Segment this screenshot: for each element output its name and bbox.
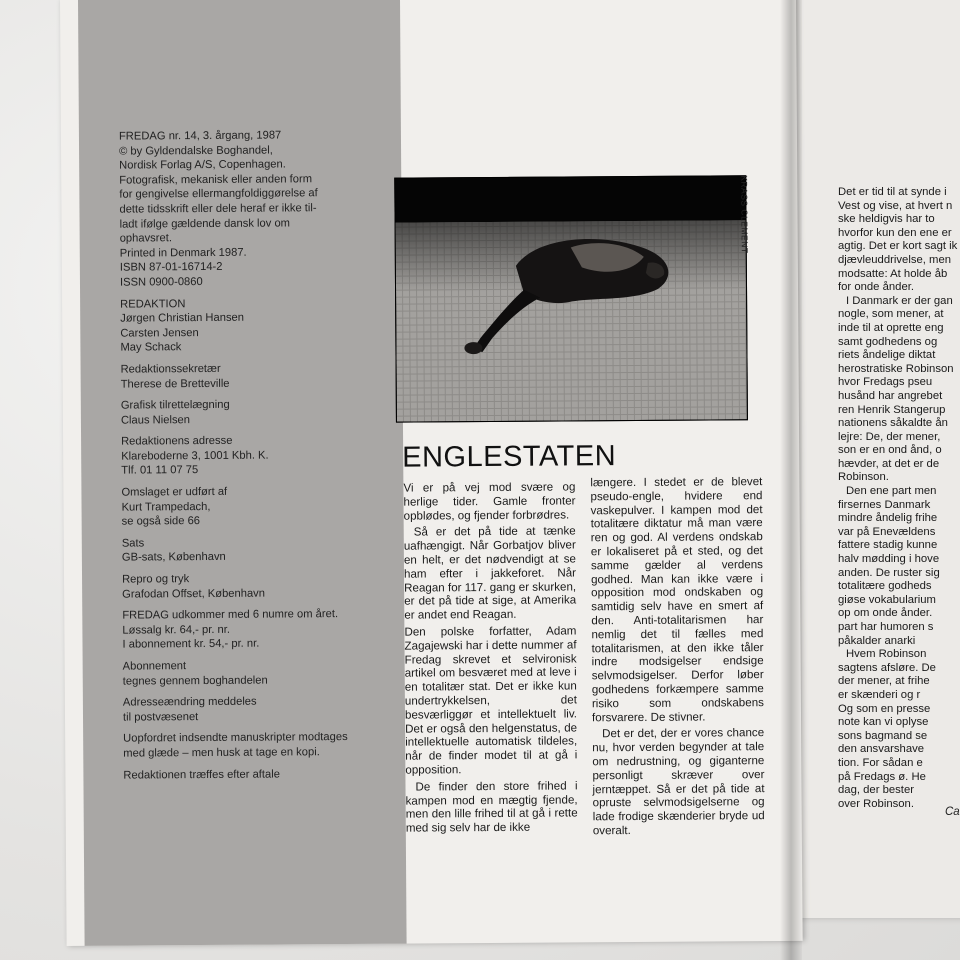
right-page-line: samt godhedens og [838,335,938,348]
colophon-line: for gengivelse ellermangfoldiggørelse af [119,187,318,201]
redaktion-heading: REDAKTION [120,297,186,311]
article-title: ENGLESTATEN [402,440,617,474]
colophon-line: © by Gyldendalske Boghandel, [119,144,273,158]
colophon-line: Fotografisk, mekanisk eller anden form [119,173,313,187]
right-page-line: inde til at oprette eng [838,321,944,334]
subscription-price: I abonnement kr. 54,- pr. nr. [122,638,260,651]
typesetting-heading: Sats [121,537,145,550]
article-photo [394,175,748,422]
cover-artist: Kurt Trampedach, [121,500,211,514]
right-page-line: den ansvarshave [838,743,925,756]
right-page-line: tion. For sådan e [838,756,923,769]
cover-block [121,484,396,530]
redaktion-block [120,295,395,355]
frequency-block [122,607,397,653]
right-page-line: fattere stadig kunne [838,539,938,552]
cover-heading: Omslaget er udført af [121,485,228,499]
editor-name: May Schack [120,341,182,354]
right-page-line: djævleuddrivelse, men [838,253,952,266]
right-page-line: var på Enevældens [838,525,936,538]
address-change-line: til postvæsenet [122,710,199,724]
right-page-line: Robinson. [838,471,889,484]
article-column-2 [590,475,765,841]
right-page-line: halv mødding i hove [838,553,940,566]
paragraph: Så er det på tide at tænke uafhængigt. Når Gorbatjov bliver en helt, er det nødvendigt at se ham efter i jakkeforet. Når Reagan for 117. gang er skurken, er det på tide at sige, at Amerika er andet end Reagan. [403,524,577,622]
paragraph: længere. I stedet er de blevet pseudo-engle, hvidere end vaskepulver. I kampen mod det totalitære diktatur må man være ren og god. Al verdens ondskab er lokaliseret på et sted, og det samme gælder al verdens godhed. Man kan ikke være i opposition mod ondskaben og samtidig selv have en smert af den. Anti-totalitarismen har nemlig det til fælles med totalitarismen, at den ikke tåler indre modsigelser endsige selvmodsigelser. Derfor løber godhedens forkæmpere samme risiko som ondskabens forsvarere. De stivner. [590,475,764,724]
manuscript-note: Uopfordret indsendte manuskripter modtages med glæde – men husk at tage en kopi. [123,731,348,760]
address-change-line: Adresseændring meddeles [122,695,257,709]
right-page-line: hævder, at det er de [838,457,940,470]
address-block [121,433,396,479]
right-page-line: totalitære godheds [838,580,932,593]
right-page-line: riets åndelige diktat [838,349,936,362]
colophon-line: Printed in Denmark 1987. [119,246,247,260]
right-page-line: sons bagmand se [838,729,928,742]
right-page-line: er skænderi og r [838,688,921,701]
right-page-line: op om onde ånder. [838,607,933,620]
colophon-line: FREDAG nr. 14, 3. årgang, 1987 [118,129,282,143]
address-heading: Redaktionens adresse [121,435,233,448]
secretary-heading: Redaktionssekretær [120,362,221,376]
subscription-info: tegnes gennem boghandelen [122,674,268,688]
right-page-line: husånd har angrebet [838,389,943,402]
right-page-line: son er en ond ånd, o [838,444,942,457]
paragraph: Den polske forfatter, Adam Zagajewski har i dette nummer af Fredag skrevet et selvironisk artikel om besværet med at leve i en totalitær stat. Det er ikke kun undertrykkelsen, det besværliggør et intellektuelt liv. Det er også den helgenstatus, de intellektuelle automatisk tildeles, når de finder modet til at gå i opposition. [404,624,578,777]
right-page-line: nationens såkaldte ån [838,417,948,430]
right-page-line: for onde ånder. [838,281,915,294]
photo-credit: KRASS CLEMENT [739,175,750,254]
typesetting-block [122,535,397,566]
paragraph: Vi er på vej mod svære og herlige tider. Gamle fronter opblødes, og fjender forbrødres. [403,480,576,523]
subscription-block [123,658,398,689]
right-page-line: ren Henrik Stangerup [838,403,946,416]
print-name: Grafodan Offset, København [122,587,266,601]
graphic-design-block [121,397,396,428]
graphic-name: Claus Nielsen [120,413,191,427]
single-price: Løssalg kr. 64,- pr. nr. [122,623,231,637]
subscription-heading: Abonnement [122,660,187,673]
right-page-line: giøse vokabularium [838,593,936,606]
editor-name: Jørgen Christian Hansen [120,311,245,325]
right-page-line: modsatte: At holde åb [838,267,948,280]
right-page-line: herostratiske Robinson [838,362,954,375]
right-page-line: Den ene part men [846,485,937,498]
right-page-line: part har humoren s [838,621,934,633]
photo-image [395,176,747,421]
cover-see-page: se også side 66 [121,515,201,528]
right-page-line: agtig. Det er kort sagt ik [838,240,958,253]
signature: Ca [945,806,960,818]
colophon-line: dette tidsskrift eller dele heraf er ikke til- [119,202,317,216]
print-block [122,571,397,602]
right-page-line: firsernes Danmark [838,498,931,511]
contact-note: Redaktionen træffes efter aftale [123,768,280,782]
right-page-line: lejre: De, der mener, [838,430,941,443]
right-page-line: anden. De ruster sig [838,566,940,579]
address-phone: Tlf. 01 11 07 75 [121,464,199,478]
secretary-block [121,361,396,392]
address-street: Klareboderne 3, 1001 Kbh. K. [121,449,269,463]
article-column-1 [403,480,577,838]
colophon-block [119,128,395,290]
address-change-block [123,694,398,725]
left-page [60,0,803,946]
secretary-name: Therese de Bretteville [120,377,230,391]
right-page-line: sagtens afslørе. De [838,661,936,674]
right-page-line: I Danmark er der gan [846,294,953,307]
right-page-line: nogle, som mener, at [838,308,944,321]
paragraph: Det er det, der er vores chance nu, hvor verden begynder at tale om nedrustning, og giganterne personligt skræver over jerntæppet. Så er det på tide at opruste selvmodsigelserne og lade frodige skænderier bryde ud overalt. [592,726,765,838]
colophon-line: ISSN 0900-0860 [119,275,203,289]
right-page-text [838,186,960,811]
print-heading: Repro og tryk [122,573,190,586]
right-page-line: ske heldigvis har to [838,213,935,226]
right-page-line: hvor Fredags pseu [838,376,933,389]
right-page-line: mindre åndelig frihe [838,512,938,525]
right-page-line: Hvem Robinson [846,648,927,661]
typesetting-name: GB-sats, København [121,551,226,565]
right-page-line: dag, der bester [838,784,914,797]
right-page-line: der mener, at frihe [838,675,930,688]
colophon-line: Nordisk Forlag A/S, Copenhagen. [119,158,286,172]
right-page-line: påkalder anarki [838,634,916,647]
right-page-line: Og som en presse [838,702,931,715]
right-page-line: hvorfor kun den ene er [838,226,952,239]
colophon-line: ladt ifølge gældende dansk lov om [119,216,291,231]
right-page-line: Det er tid til at synde i [838,186,947,198]
colophon-line: ophavsret. [119,232,172,245]
paragraph: De finder den store frihed i kampen mod en mægtig fjende, men den lille frihed til at gå i rette med sig selv har de ikke [405,779,578,835]
frequency-line: FREDAG udkommer med 6 numre om året. [122,608,339,622]
page-gutter [780,0,802,960]
graphic-heading: Grafisk tilrettelægning [120,398,230,412]
right-page-line: over Robinson. [838,797,914,810]
right-page-line: Vest og vise, at hvert n [838,199,953,212]
right-page-line: note kan vi oplyse [838,716,929,729]
masthead-colophon [119,128,399,790]
editor-name: Carsten Jensen [120,326,199,340]
right-page-line: på Fredags ø. He [838,770,926,783]
colophon-line: ISBN 87-01-16714-2 [119,261,223,274]
